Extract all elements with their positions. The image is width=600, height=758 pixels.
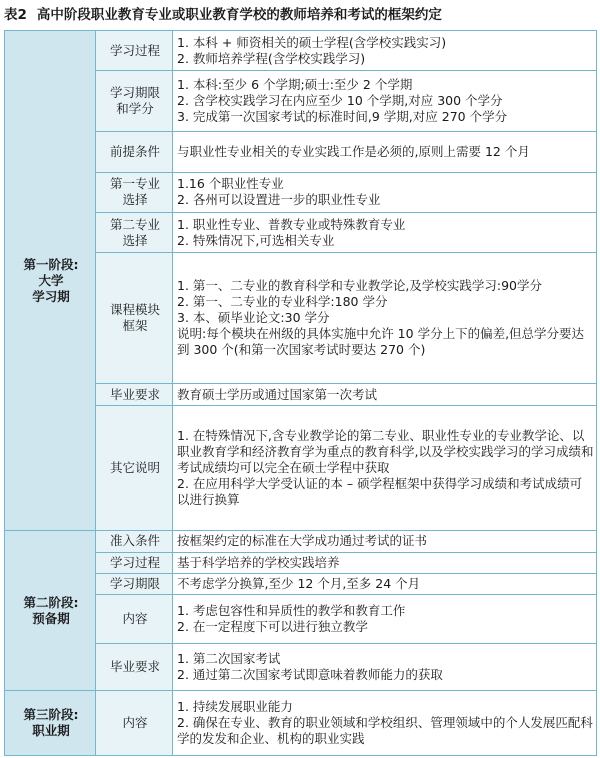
- framework-table: [4, 30, 597, 756]
- row-label-line: 毕业要求: [109, 386, 160, 402]
- stage-name-line: 预备期: [32, 610, 70, 626]
- content-line: 1. 第二次国家考试: [177, 651, 281, 667]
- row-label: [96, 31, 173, 71]
- row-label-line: 准入条件: [109, 533, 160, 549]
- row-label: [96, 644, 173, 691]
- content-line: 1. 在特殊情况下,含专业教学论的第二专业、职业性专业的专业教学论、以职业教育学和经济教育学为重点的教育科学,以及学校实践学习的学习成绩和考试成绩均可以完全在硕士学程中获取: [177, 428, 594, 475]
- row-label: [96, 690, 173, 755]
- content-line: 1. 持续发展职业能力: [177, 698, 293, 714]
- row-label-line: 内容: [122, 714, 148, 730]
- table-body: [5, 31, 597, 756]
- row-label-line: 和学分: [116, 101, 154, 117]
- stage-name-line: 职业期: [32, 722, 70, 738]
- row-content: [173, 531, 597, 552]
- stage-cell: [5, 31, 96, 531]
- content-line: 与职业性专业相关的专业实践工作是必须的,原则上需要 12 个月: [177, 143, 530, 159]
- content-line: 2. 特殊情况下,可选相关专业: [177, 232, 335, 248]
- row-content: [173, 253, 597, 384]
- row-label-line: 学习过程: [109, 554, 160, 570]
- content-line: 2. 第一、二专业的专业科学:180 学分: [177, 294, 388, 310]
- content-line: 2. 各州可以设置进一步的职业性专业: [177, 192, 381, 208]
- content-line: 1. 职业性专业、普教专业或特殊教育专业: [177, 216, 406, 232]
- content-line: 2. 教师培养学程(含学校实践学习): [177, 50, 366, 66]
- row-label: [96, 132, 173, 172]
- content-line: 2. 通过第二次国家考试即意味着教师能力的获取: [177, 667, 443, 683]
- table-title: [4, 0, 598, 30]
- content-line: 2. 确保在专业、教育的职业领域和学校组织、管理领域中的个人发展匹配科学的发发和企业、机构的职业实践: [177, 714, 593, 746]
- content-line: 说明:每个模块在州级的具体实施中允许 10 学分上下的偏差,但总学分要达到 300 个(和第一次国家考试时要达 270 个): [177, 326, 585, 358]
- row-content: [173, 384, 597, 405]
- row-label-line: 学习期限: [109, 85, 160, 101]
- row-label-line: 选择: [122, 192, 148, 208]
- row-label-line: 前提条件: [109, 143, 160, 159]
- row-content: [173, 31, 597, 71]
- stage-cell: [5, 531, 96, 691]
- stage-name-line: 大学: [38, 272, 64, 288]
- row-content: [173, 552, 597, 573]
- row-content: [173, 213, 597, 253]
- row-label-line: 第一专业: [109, 176, 160, 192]
- table-row: [5, 531, 597, 552]
- content-line: 2. 含学校实践学习在内应至少 10 个学期,对应 300 个学分: [177, 93, 503, 109]
- row-label: [96, 531, 173, 552]
- row-content: [173, 690, 597, 755]
- content-line: 1.16 个职业性专业: [177, 176, 284, 192]
- stage-name-line: 学习期: [32, 288, 70, 304]
- row-content: [173, 644, 597, 691]
- row-label-line: 框架: [122, 318, 148, 334]
- row-label: [96, 213, 173, 253]
- row-label: [96, 172, 173, 212]
- row-content: [173, 172, 597, 212]
- row-label: [96, 405, 173, 531]
- stage-name-line: 第三阶段:: [23, 706, 79, 722]
- row-label: [96, 595, 173, 644]
- table-title-text: 高中阶段职业教育专业或职业教育学校的教师培养和考试的框架约定: [36, 7, 442, 23]
- row-content: [173, 71, 597, 132]
- content-line: 按框架约定的标准在大学成功通过考试的证书: [177, 533, 428, 549]
- content-line: 1. 本科 + 师资相关的硕士学程(含学校实践实习): [177, 34, 447, 50]
- content-line: 教育硕士学历或通过国家第一次考试: [177, 386, 378, 402]
- content-line: 不考虑学分换算,至少 12 个月,至多 24 个月: [177, 576, 421, 592]
- content-line: 基于科学培养的学校实践培养: [177, 554, 340, 570]
- content-line: 3. 本、硕毕业论文:30 学分: [177, 310, 330, 326]
- content-line: 1. 考虑包容性和异质性的教学和教育工作: [177, 603, 406, 619]
- row-label: [96, 573, 173, 594]
- row-label-line: 学习期限: [109, 576, 160, 592]
- row-label-line: 选择: [122, 232, 148, 248]
- table-row: [5, 690, 597, 755]
- row-label: [96, 552, 173, 573]
- row-label-line: 其它说明: [109, 460, 160, 475]
- row-label-line: 课程模块: [109, 302, 160, 318]
- row-label-line: 内容: [122, 611, 148, 627]
- row-content: [173, 405, 597, 531]
- content-line: 2. 在一定程度下可以进行独立教学: [177, 619, 368, 635]
- row-label: [96, 71, 173, 132]
- row-label: [96, 253, 173, 384]
- row-content: [173, 573, 597, 594]
- table-number: 表2: [4, 7, 27, 23]
- row-label: [96, 384, 173, 405]
- row-label-line: 毕业要求: [109, 659, 160, 675]
- row-label-line: 学习过程: [109, 42, 160, 58]
- table-row: [5, 31, 597, 71]
- content-line: 1. 第一、二专业的教育科学和专业教学论,及学校实践学习:90学分: [177, 278, 542, 294]
- content-line: 1. 本科:至少 6 个学期;硕士:至少 2 个学期: [177, 77, 413, 93]
- content-line: 2. 在应用科学大学受认证的本 – 硕学程框架中获得学习成绩和考试成绩可以进行换算: [177, 476, 583, 507]
- row-content: [173, 595, 597, 644]
- content-line: 3. 完成第一次国家考试的标准时间,9 学期,对应 270 个学分: [177, 109, 508, 125]
- row-label-line: 第二专业: [109, 216, 160, 232]
- stage-name-line: 第二阶段:: [23, 594, 79, 610]
- stage-cell: [5, 690, 96, 755]
- stage-name-line: 第一阶段:: [23, 256, 79, 272]
- row-content: [173, 132, 597, 172]
